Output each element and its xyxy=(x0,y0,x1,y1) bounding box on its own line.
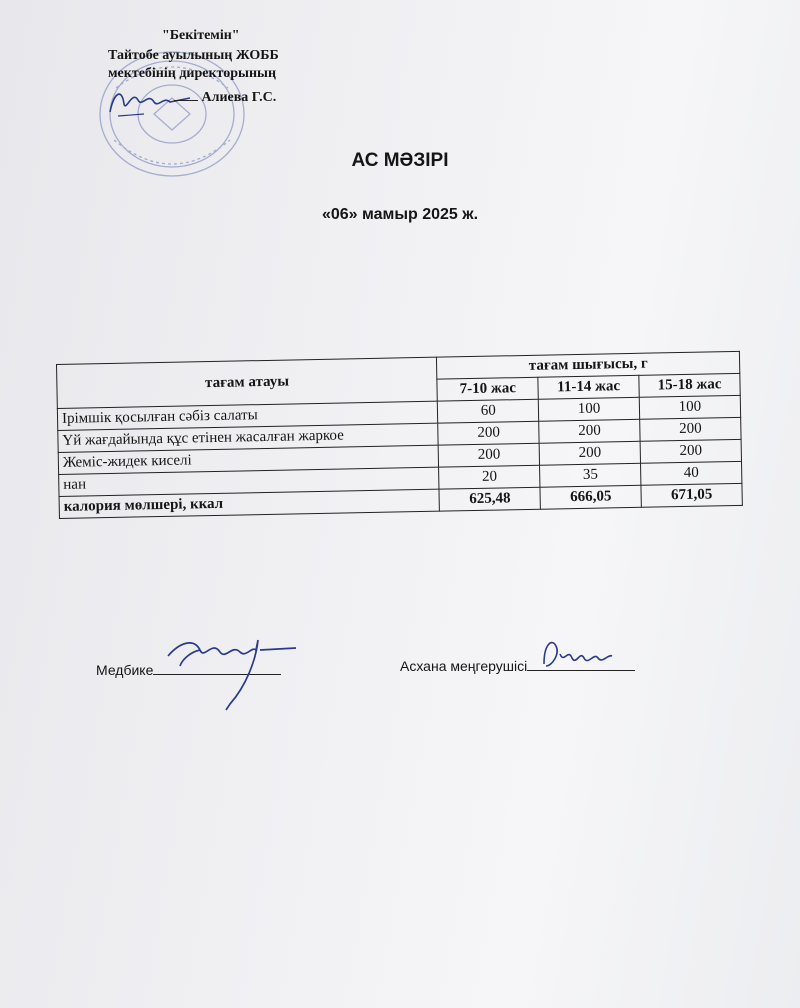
portion-value: 60 xyxy=(438,399,539,423)
nurse-signature xyxy=(160,630,300,714)
portion-value: 200 xyxy=(539,441,640,465)
column-header-dish: тағам атауы xyxy=(57,357,438,408)
nurse-label: Медбике xyxy=(96,662,154,678)
portion-value: 200 xyxy=(640,439,741,463)
portion-value: 200 xyxy=(438,443,539,467)
portion-value: 200 xyxy=(438,421,539,445)
column-header-output: тағам шығысы, г xyxy=(437,351,740,379)
approval-director-name xyxy=(174,90,276,106)
director-name-text: Алиева Г.С. xyxy=(201,90,277,105)
age-header: 11-14 жас xyxy=(538,375,639,399)
page-title: АС МӘЗІРІ xyxy=(351,150,449,171)
calorie-value: 625,48 xyxy=(439,487,540,511)
portion-value: 200 xyxy=(539,419,640,443)
approval-heading: "Бекітемін" xyxy=(162,28,240,43)
dish-name: Үй жағдайында құс етінен жасалған жаркое xyxy=(58,423,439,452)
approval-director-role: мектебінің директорының xyxy=(108,66,277,81)
dish-name: нан xyxy=(59,467,440,496)
portion-value: 35 xyxy=(540,463,641,487)
menu-date: «06» мамыр 2025 ж. xyxy=(321,206,479,223)
portion-value: 100 xyxy=(538,397,639,421)
approval-school: Тайтобе ауылының ЖОББ xyxy=(108,48,279,63)
portion-value: 40 xyxy=(641,461,742,485)
portion-value: 200 xyxy=(640,417,741,441)
age-header: 7-10 жас xyxy=(437,377,538,401)
portion-value: 20 xyxy=(439,465,540,489)
dish-name: Жеміс-жидек киселі xyxy=(58,445,439,474)
menu-table xyxy=(56,351,743,519)
calorie-value: 666,05 xyxy=(540,485,641,509)
total-label: калория мөлшері, ккал xyxy=(59,489,440,518)
kitchen-head-signature xyxy=(538,634,618,674)
portion-value: 100 xyxy=(639,395,740,419)
dish-name: Ірімшік қосылған сәбіз салаты xyxy=(57,401,438,430)
cook-label: Асхана меңгерушісі xyxy=(400,658,528,674)
age-header: 15-18 жас xyxy=(639,373,740,397)
signature-line xyxy=(174,100,198,101)
calorie-value: 671,05 xyxy=(641,483,742,507)
